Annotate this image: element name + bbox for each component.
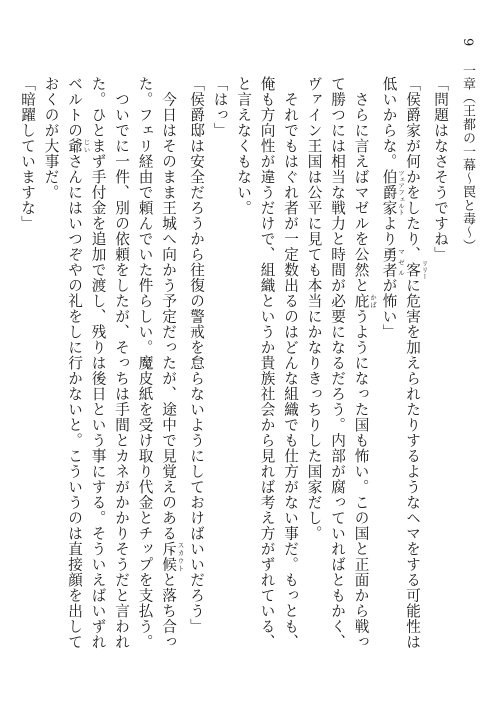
dialogue-paragraph: 「暗躍していますな」 xyxy=(19,76,36,231)
narration-paragraph: 今日はそのまま王城へ向かう予定だったが、途中で見覚えのある斥候 スカウトと落ち合った。フェリ経由で頼んでいた件らしい。魔皮紙を受け取り代金とチップを支払う。 xyxy=(136,76,185,650)
dialogue-paragraph: 「はっ」 xyxy=(211,76,229,138)
furigana: 庇 かば xyxy=(352,293,377,309)
narration-paragraph: それでもはぐれ者が一定数出るのはどんな組織でも仕方がない事だ。もっとも、俺も方向性が違うだけで、組織というか貴族社会から見れば考え方がずれている、と言えなくもない。 xyxy=(235,76,299,650)
furigana: 伯爵家 ツェアフェルト xyxy=(380,169,405,216)
dialogue-paragraph: 「問題はなさそうですね」 xyxy=(432,76,449,262)
running-header xyxy=(458,38,476,252)
narration-paragraph: さらに言えばマゼルを公然と庇 かばうようになった国も怖い。この国と正面から戦って勝つには相当な戦力と時間が必要になるだろう。内部が腐っていればともかく、ヴァイン王国は公平に見ても本当にかなりきっちりした国家だし。 xyxy=(305,76,377,650)
dialogue-paragraph: 「侯爵家が何かをしたり、客 リリーに危害を加えられたりするようなヘマをする可能性は低いからな。伯爵家 ツェアフェルトより勇者 マゼルが怖い」 xyxy=(380,76,429,650)
furigana: 斥候 スカウト xyxy=(160,541,185,572)
page-number: 9 xyxy=(460,38,475,47)
furigana: 客 リリー xyxy=(404,260,429,280)
chapter-title: 一章（王都の一幕〜罠と毒〜） xyxy=(460,63,475,253)
furigana: 勇者 マゼル xyxy=(380,246,405,278)
dialogue-paragraph: 「侯爵邸は安全だろうから往復の警戒を怠らないようにしておけばいいだろう」 xyxy=(188,76,205,634)
vertical-body-text xyxy=(19,76,452,661)
furigana: 爺 じい xyxy=(66,138,91,154)
narration-paragraph: ついでに一件、別の依頼をしたが、そっちは手間とカネがかかりそうだと言われた。ひとまず手付金を追加で渡し、残りは後日という事にする。そういえばいずれベルトの爺 じいさんにはいつぞやの礼をしに行かないと。こういうのは直接顔を出しておくのが大事だ。 xyxy=(42,76,130,650)
